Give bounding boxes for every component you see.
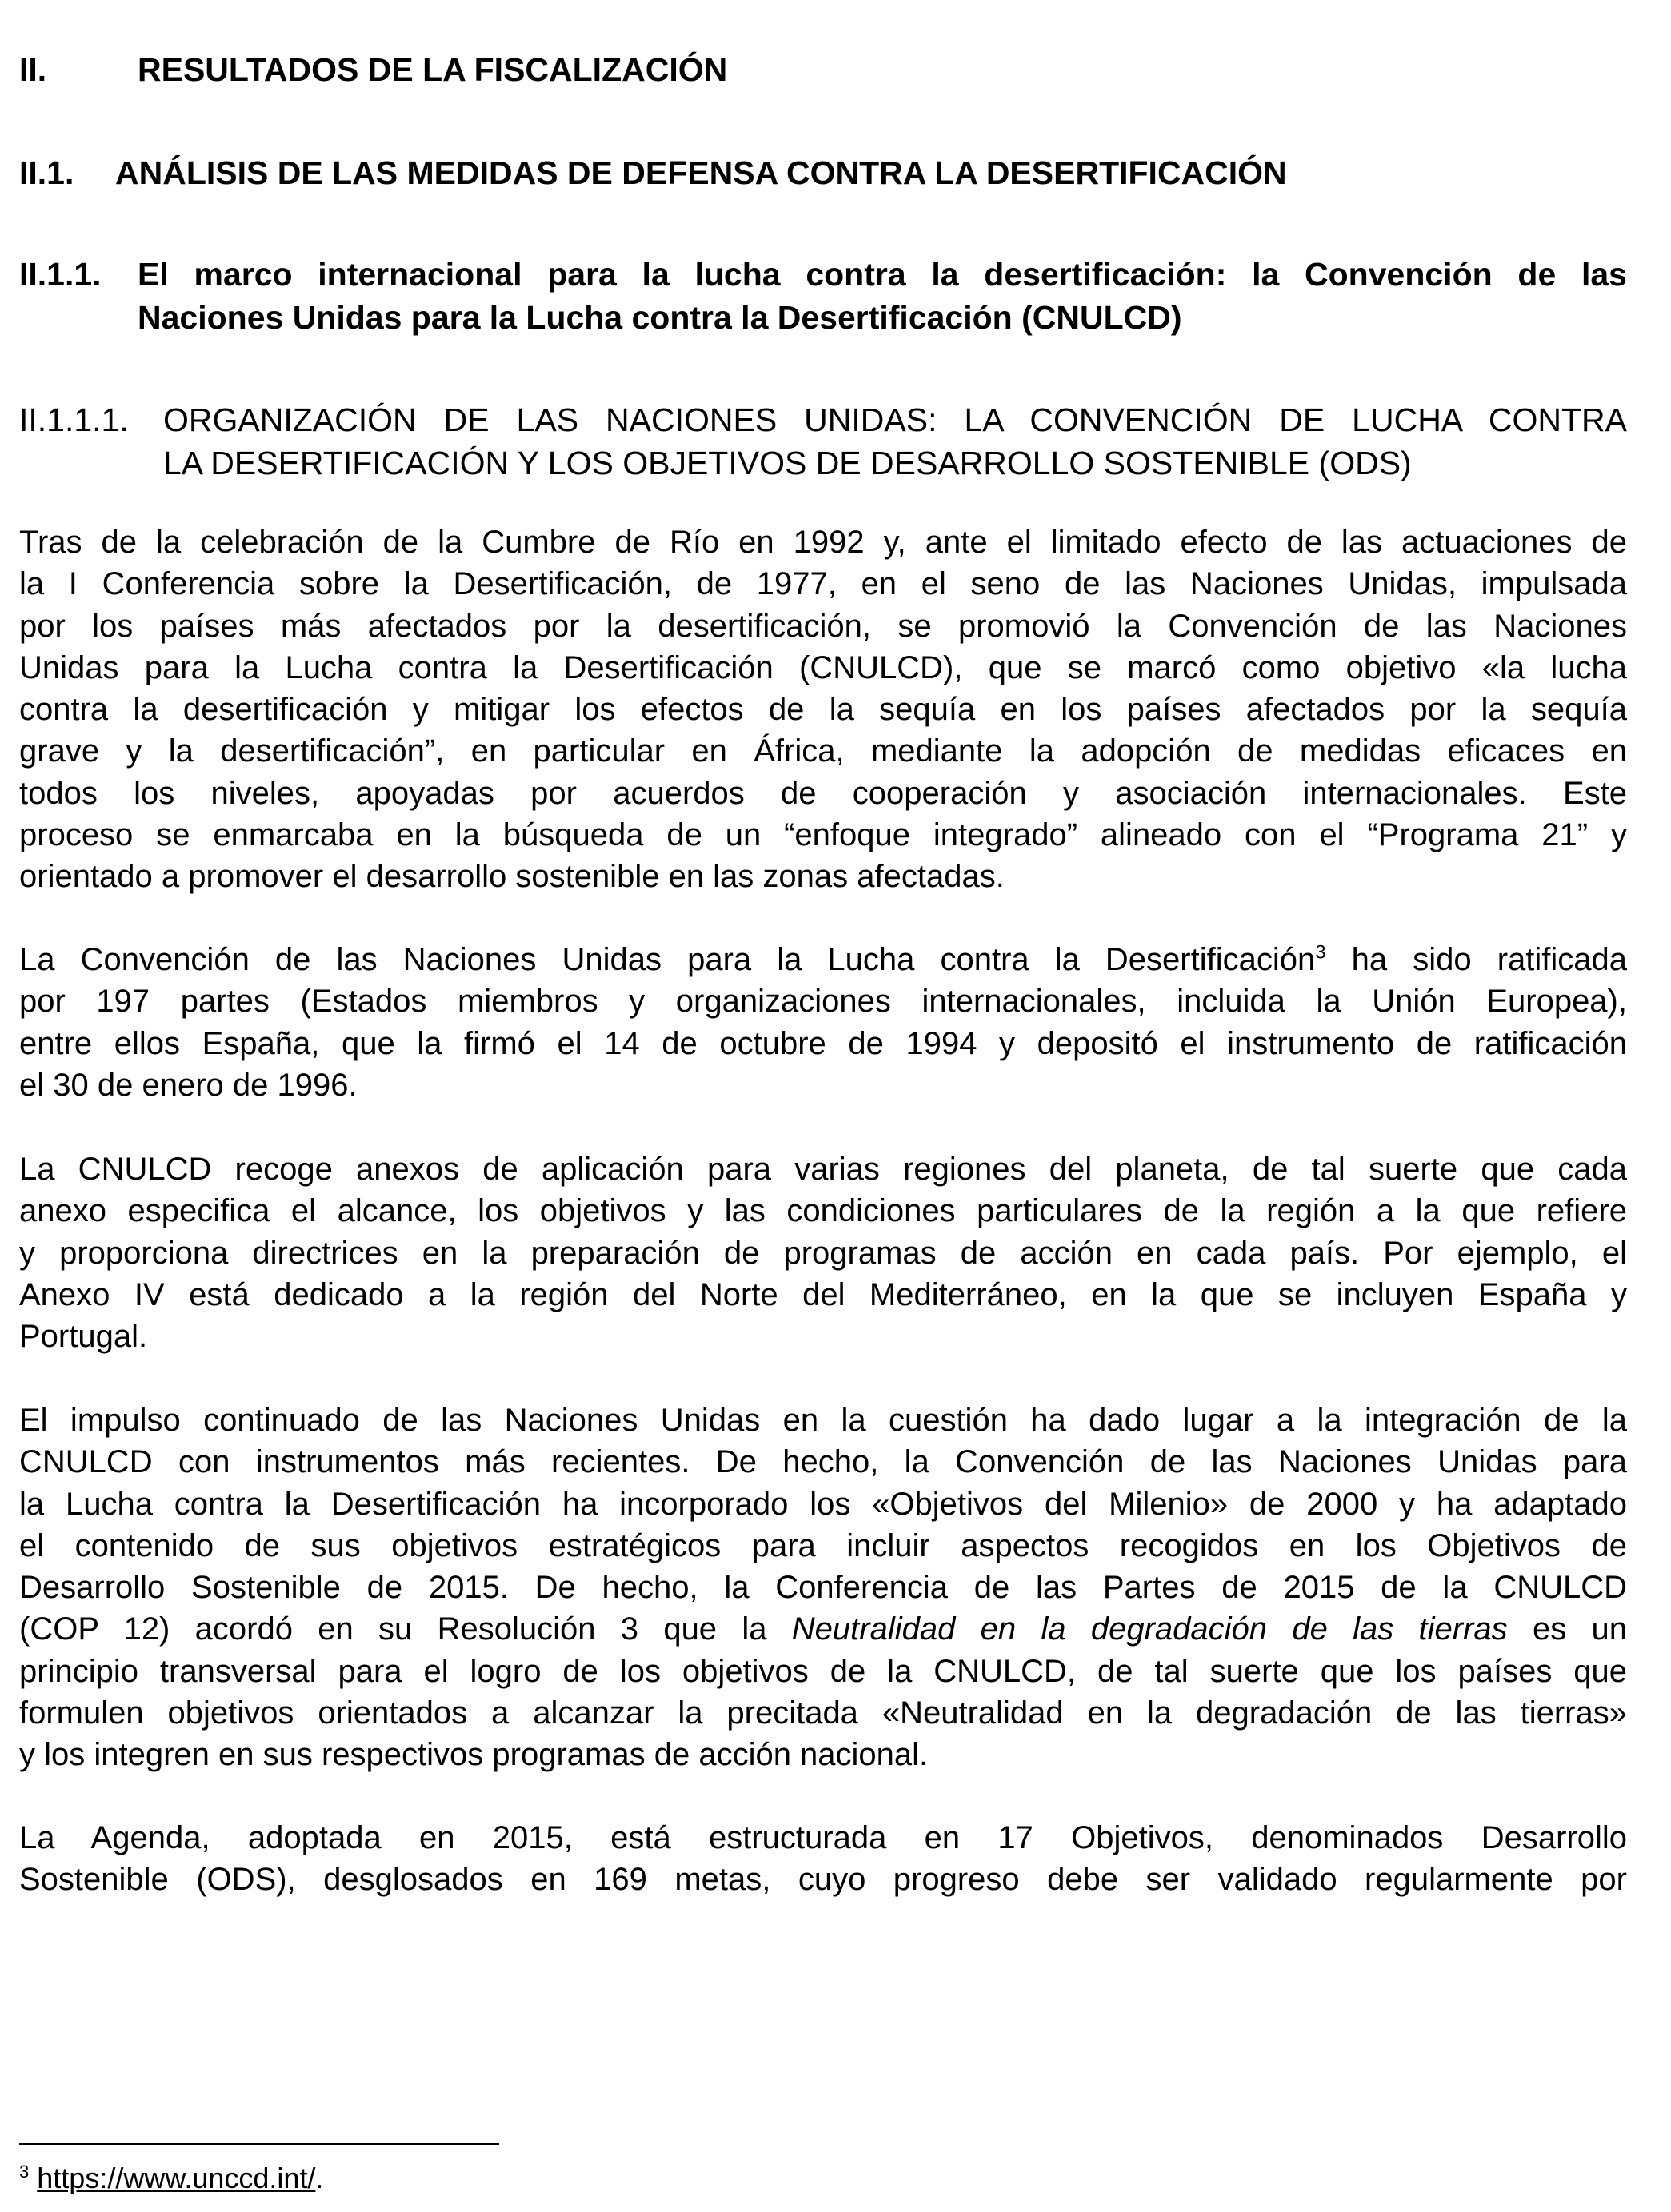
heading-1 bbox=[19, 48, 727, 91]
heading-1-number: II. bbox=[19, 51, 47, 88]
paragraph-line: Tras de la celebración de la Cumbre de Río en 1992 y, ante el limitado efecto de las actuaciones de bbox=[19, 525, 1627, 560]
footnote-link[interactable]: https://www.unccd.int/ bbox=[37, 2162, 316, 2194]
paragraph-line: Unidas para la Lucha contra la Desertificación (CNULCD), que se marcó como objetivo «la lucha bbox=[19, 649, 1627, 685]
heading-3-line: Naciones Unidas para la Lucha contra la Desertificación (CNULCD) bbox=[138, 299, 1182, 336]
heading-4-line: LA DESERTIFICACIÓN Y LOS OBJETIVOS DE DESARROLLO SOSTENIBLE (ODS) bbox=[163, 445, 1412, 481]
heading-2-text: ANÁLISIS DE LAS MEDIDAS DE DEFENSA CONTRA LA DESERTIFICACIÓN bbox=[115, 154, 1287, 191]
paragraph-line: CNULCD con instrumentos más recientes. De hecho, la Convención de las Naciones Unidas para bbox=[19, 1444, 1627, 1480]
heading-2-number: II.1. bbox=[19, 154, 74, 191]
heading-1-text: RESULTADOS DE LA FISCALIZACIÓN bbox=[138, 51, 728, 88]
paragraph-line: Desarrollo Sostenible de 2015. De hecho, la Conferencia de las Partes de 2015 de la CNULCD bbox=[19, 1570, 1627, 1606]
paragraph-line: Sostenible (ODS), desglosados en 169 metas, cuyo progreso debe ser validado regularmente por bbox=[19, 1862, 1627, 1898]
paragraph-line: La Convención de las Naciones Unidas para la Lucha contra la Desertificación$^3$ ha sido ratificada bbox=[19, 941, 1628, 977]
heading-3-number: II.1.1. bbox=[19, 256, 102, 293]
footnote-mark: 3 bbox=[19, 2162, 30, 2182]
paragraph-line: (COP 12) acordó en su Resolución 3 que la Neutralidad en la degradación de las tierras es un bbox=[19, 1611, 1627, 1647]
paragraph-line: el contenido de sus objetivos estratégicos para incluir aspectos recogidos en los Objetivos de bbox=[19, 1527, 1627, 1563]
paragraph-line: y proporciona directrices en la preparación de programas de acción en cada país. Por ejemplo, el bbox=[19, 1235, 1627, 1271]
footnote-reference[interactable]: 3 bbox=[1315, 941, 1326, 964]
heading-4-line: ORGANIZACIÓN DE LAS NACIONES UNIDAS: LA CONVENCIÓN DE LUCHA CONTRA bbox=[163, 401, 1627, 438]
heading-4-number: II.1.1.1. bbox=[19, 401, 129, 438]
paragraph-line: proceso se enmarcaba en la búsqueda de un “enfoque integrado” alineado con el “Programa 21” y bbox=[19, 817, 1627, 853]
paragraph-line: la Lucha contra la Desertificación ha incorporado los «Objetivos del Milenio» de 2000 y ha adaptado bbox=[19, 1486, 1627, 1522]
paragraph-line: principio transversal para el logro de los objetivos de la CNULCD, de tal suerte que los países que bbox=[19, 1653, 1627, 1689]
paragraph-line: y los integren en sus respectivos programas de acción nacional. bbox=[19, 1737, 929, 1773]
paragraph-line: anexo especifica el alcance, los objetivos y las condiciones particulares de la región a la que refiere bbox=[19, 1193, 1627, 1229]
paragraph-line: La Agenda, adoptada en 2015, está estructurada en 17 Objetivos, denominados Desarrollo bbox=[19, 1820, 1627, 1855]
heading-2 bbox=[19, 151, 1287, 194]
paragraph-line: el 30 de enero de 1996. bbox=[19, 1067, 358, 1103]
footnote-separator bbox=[19, 2143, 499, 2145]
paragraph-5 bbox=[19, 1817, 1627, 1901]
paragraph-line: grave y la desertificación”, en particular en África, mediante la adopción de medidas eficaces en bbox=[19, 733, 1627, 769]
paragraph-line: Anexo IV está dedicado a la región del Norte del Mediterráneo, en la que se incluyen España y bbox=[19, 1276, 1627, 1312]
emphasis-text: Neutralidad en la degradación de las tierras bbox=[791, 1611, 1508, 1647]
footnote bbox=[19, 2161, 323, 2196]
paragraph-line: Portugal. bbox=[19, 1319, 148, 1355]
paragraph-2 bbox=[19, 939, 1627, 1106]
paragraph-line: entre ellos España, que la firmó el 14 de octubre de 1994 y depositó el instrumento de ratificación bbox=[19, 1025, 1627, 1061]
paragraph-line: formulen objetivos orientados a alcanzar la precitada «Neutralidad en la degradación de las tierras» bbox=[19, 1695, 1627, 1731]
paragraph-3 bbox=[19, 1148, 1627, 1357]
paragraph-line: por los países más afectados por la desertificación, se promovió la Convención de las Naciones bbox=[19, 608, 1627, 644]
footnote-suffix: . bbox=[315, 2162, 324, 2194]
paragraph-line: contra la desertificación y mitigar los efectos de la sequía en los países afectados por la sequía bbox=[19, 692, 1627, 728]
paragraph-4 bbox=[19, 1399, 1627, 1776]
heading-3 bbox=[19, 253, 1627, 339]
heading-3-line: El marco internacional para la lucha contra la desertificación: la Convención de las bbox=[138, 256, 1627, 293]
paragraph-line: La CNULCD recoge anexos de aplicación para varias regiones del planeta, de tal suerte que cada bbox=[19, 1152, 1627, 1187]
paragraph-1 bbox=[19, 521, 1627, 898]
paragraph-line: por 197 partes (Estados miembros y organizaciones internacionales, incluida la Unión Europea), bbox=[19, 984, 1627, 1020]
paragraph-line: El impulso continuado de las Naciones Unidas en la cuestión ha dado lugar a la integración de la bbox=[19, 1403, 1627, 1438]
paragraph-line: la I Conferencia sobre la Desertificación, de 1977, en el seno de las Naciones Unidas, impulsada bbox=[19, 566, 1627, 602]
paragraph-line: orientado a promover el desarrollo sostenible en las zonas afectadas. bbox=[19, 859, 1005, 895]
paragraph-line: todos los niveles, apoyadas por acuerdos de cooperación y asociación internacionales. Este bbox=[19, 775, 1627, 811]
heading-4 bbox=[19, 398, 1627, 485]
